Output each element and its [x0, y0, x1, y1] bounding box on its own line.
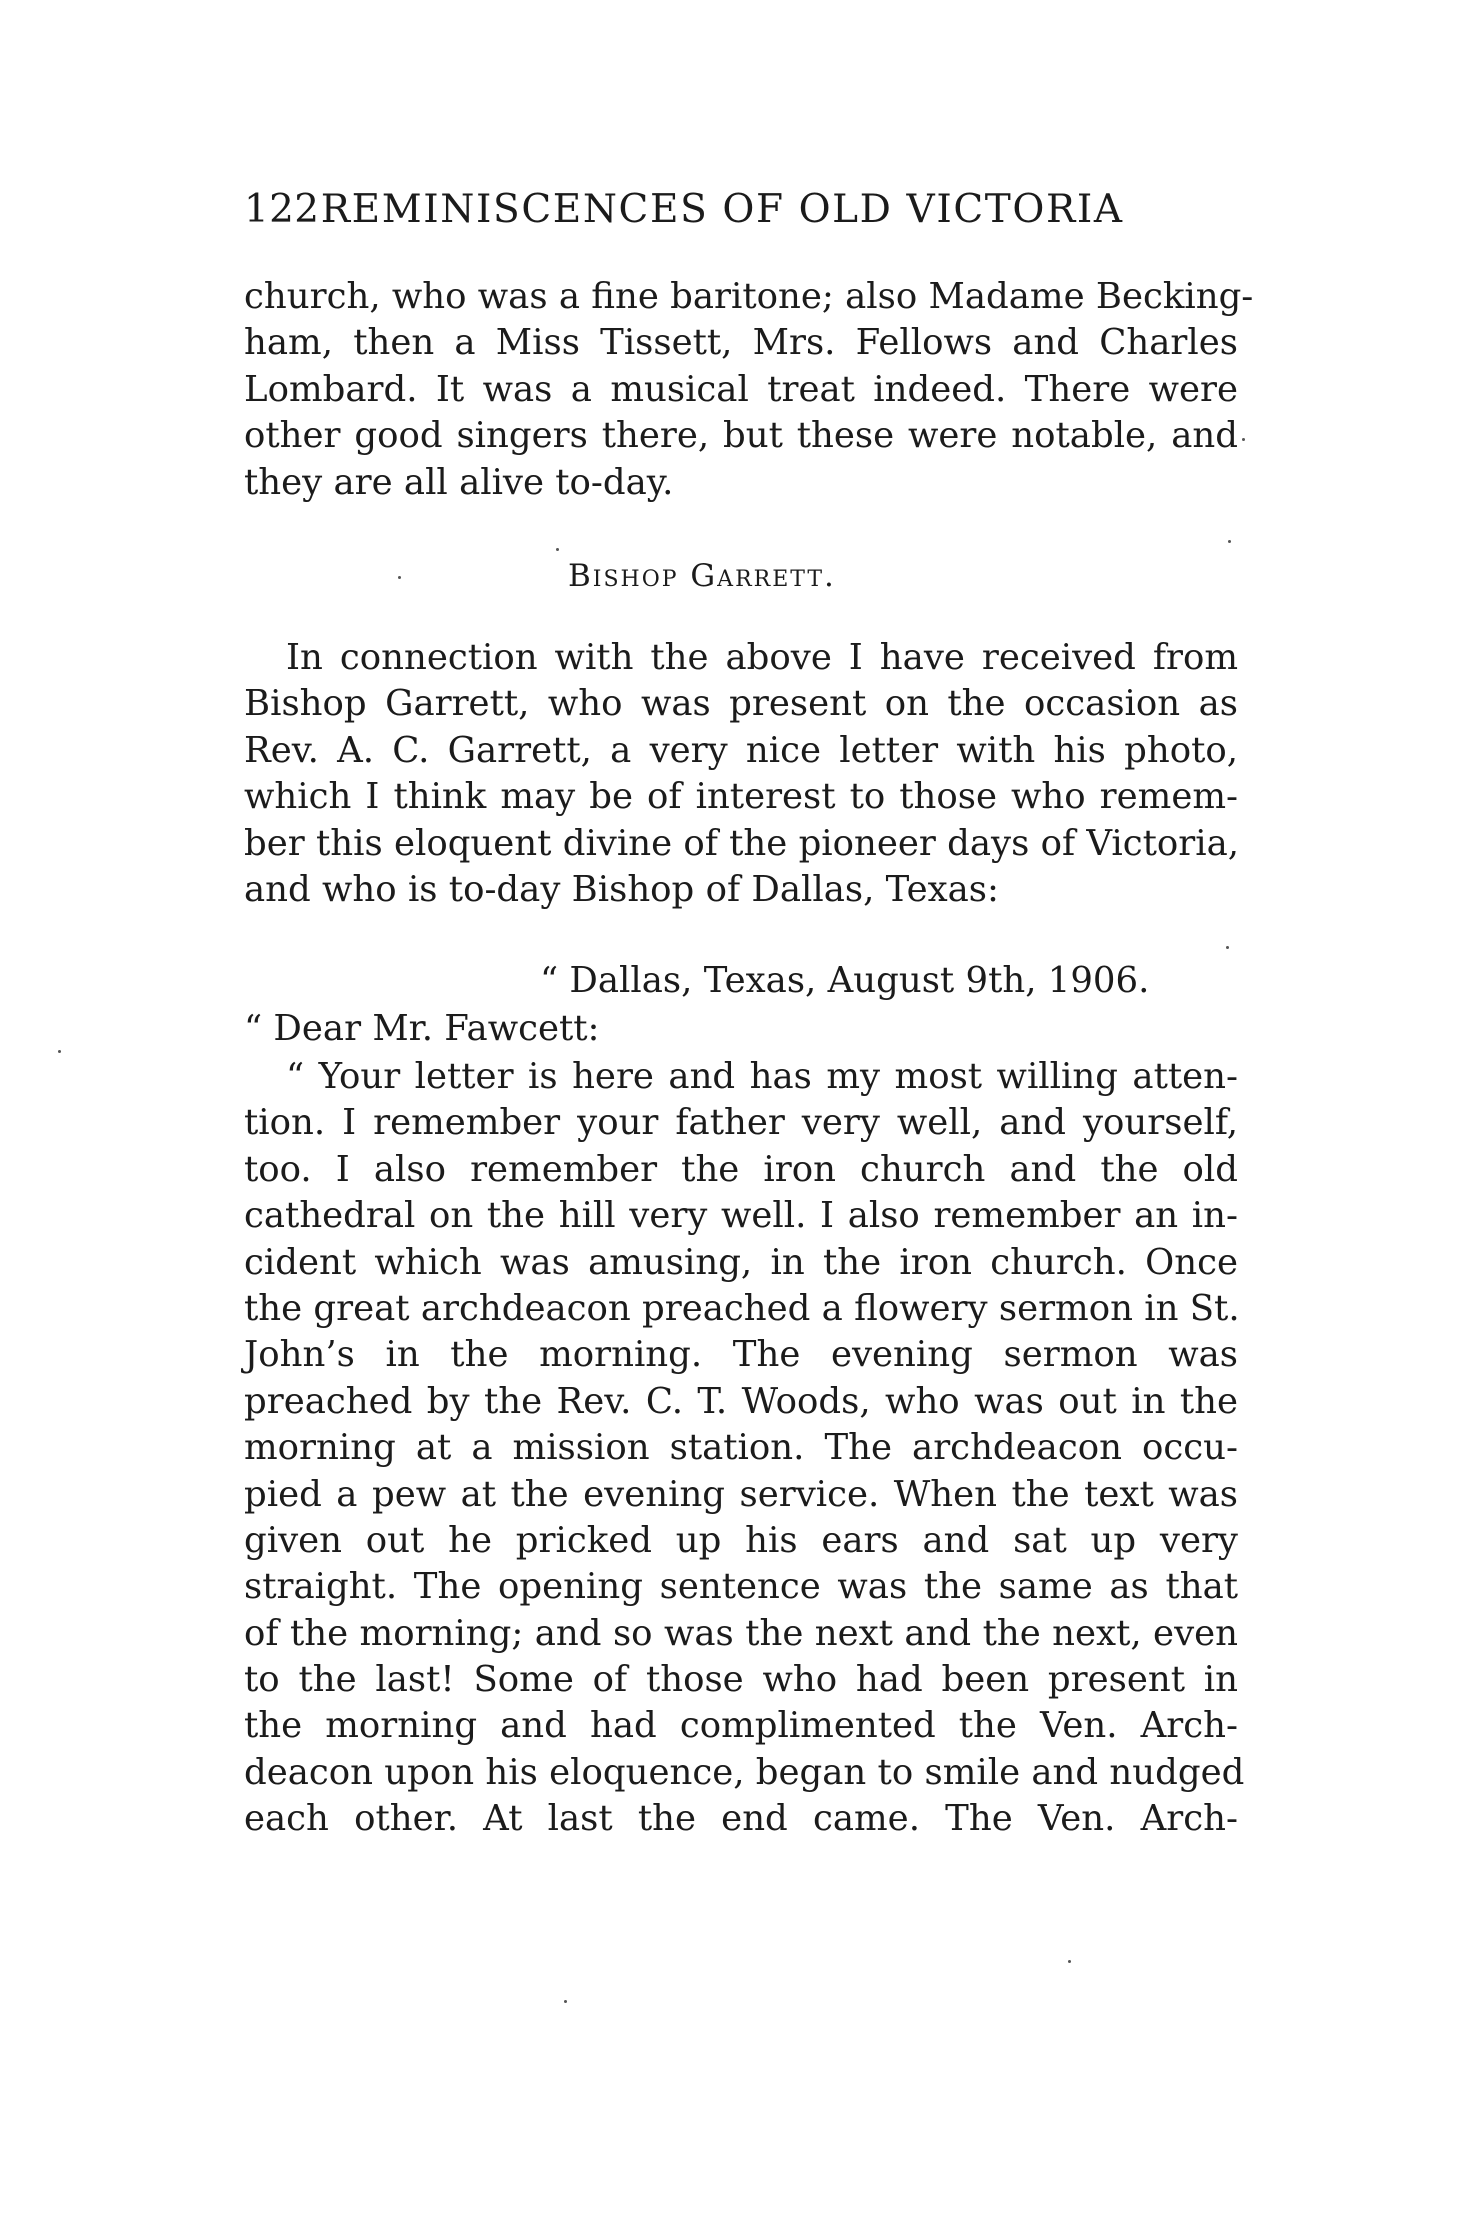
text-line: the morning and had complimented the Ven. Arch-: [244, 1705, 1238, 1747]
scan-speck: [564, 2000, 567, 2003]
text-line: the great archdeacon preached a flowery sermon in St.: [244, 1287, 1240, 1329]
page-header: [244, 182, 1160, 238]
letter-salutation: “ Dear Mr. Fawcett:: [244, 1008, 600, 1049]
running-title: REMINISCENCES OF OLD VICTORIA: [320, 187, 1124, 232]
text-line: morning at a mission station. The archdeacon occu-: [244, 1427, 1238, 1469]
text-line: preached by the Rev. C. T. Woods, who was out in the: [244, 1380, 1238, 1422]
scan-speck: [556, 548, 559, 551]
scan-speck: [398, 576, 401, 579]
scan-speck: [1068, 1960, 1071, 1963]
scan-speck: [58, 1050, 61, 1053]
text-line: deacon upon his eloquence, began to smile and nudged: [244, 1751, 1245, 1793]
text-line: each other. At last the end came. The Ven. Arch-: [244, 1798, 1238, 1840]
text-line: too. I also remember the iron church and the old: [244, 1148, 1238, 1190]
text-line: straight. The opening sentence was the same as that: [244, 1566, 1238, 1608]
text-line: of the morning; and so was the next and the next, even: [244, 1612, 1238, 1654]
text-line: other good singers there, but these were notable, and: [244, 415, 1238, 457]
text-line: Lombard. It was a musical treat indeed. There were: [244, 368, 1238, 410]
text-line: In connection with the above I have received from: [286, 637, 1238, 678]
text-line: pied a pew at the evening service. When the text was: [244, 1473, 1238, 1515]
section-heading: Bishop Garrett.: [568, 558, 836, 594]
text-line: “ Your letter is here and has my most willing atten-: [286, 1056, 1238, 1097]
text-line: cident which was amusing, in the iron church. Once: [244, 1241, 1238, 1283]
page-number: 122: [244, 187, 320, 232]
text-line: they are all alive to-day.: [244, 461, 674, 503]
text-line: tion. I remember your father very well, and yourself,: [244, 1102, 1238, 1144]
scan-speck: [1226, 946, 1229, 949]
text-line: John’s in the morning. The evening sermon was: [244, 1334, 1238, 1376]
scan-speck: [1228, 540, 1231, 543]
text-line: church, who was a fine baritone; also Madame Becking-: [244, 276, 1254, 317]
text-line: ber this eloquent divine of the pioneer days of Victoria,: [244, 822, 1240, 864]
letter-body: [244, 1054, 1245, 1843]
text-line: and who is to-day Bishop of Dallas, Texas:: [244, 868, 999, 910]
scan-speck: [1242, 438, 1245, 441]
text-line: which I think may be of interest to those who remem-: [244, 776, 1238, 818]
text-line: to the last! Some of those who had been present in: [244, 1659, 1238, 1701]
text-line: cathedral on the hill very well. I also remember an in-: [244, 1195, 1238, 1237]
text-line: Rev. A. C. Garrett, a very nice letter with his photo,: [244, 729, 1238, 771]
text-line: Bishop Garrett, who was present on the occasion as: [244, 683, 1238, 725]
intro-paragraph: [244, 635, 1238, 913]
opening-paragraph: [244, 274, 1254, 506]
text-line: ham, then a Miss Tissett, Mrs. Fellows and Charles: [244, 322, 1238, 364]
letter-date-line: “ Dallas, Texas, August 9th, 1906.: [540, 960, 1150, 1001]
text-line: given out he pricked up his ears and sat up very: [244, 1519, 1238, 1561]
